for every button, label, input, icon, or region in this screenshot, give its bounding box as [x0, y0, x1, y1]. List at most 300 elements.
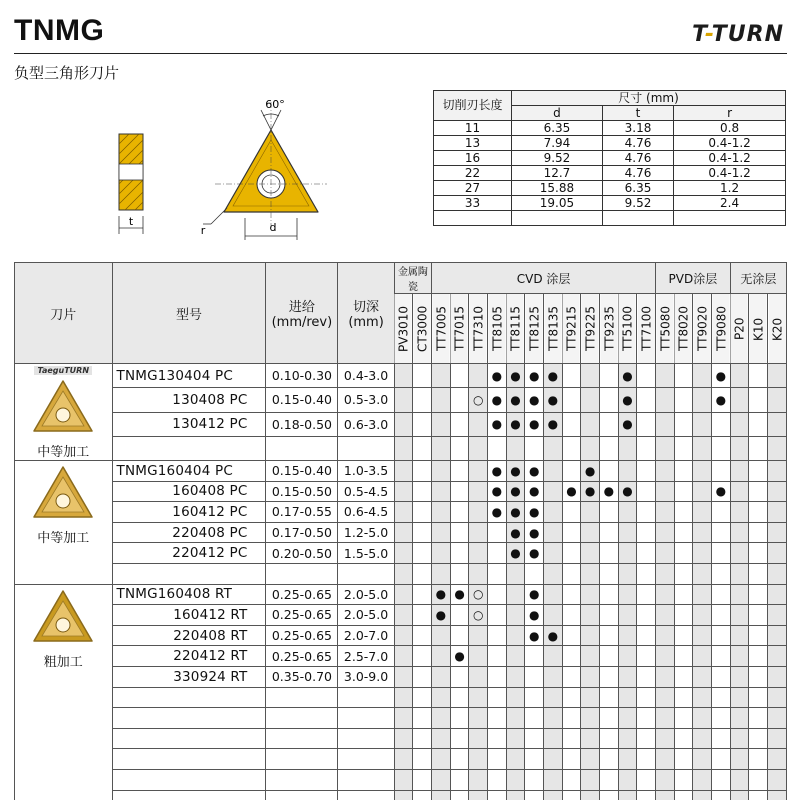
grade-cell — [693, 708, 712, 729]
availability-dot: ● — [450, 646, 469, 667]
availability-dot: ● — [506, 481, 525, 502]
grade-cell — [656, 502, 675, 523]
table-row — [15, 461, 787, 482]
grade-cell — [749, 708, 768, 729]
grade-cell — [693, 364, 712, 388]
feed-cell — [266, 769, 338, 790]
dims-r: 0.4-1.2 — [674, 166, 786, 181]
grade-cell — [562, 605, 581, 626]
grade-cell — [637, 436, 656, 460]
grade-cell — [581, 584, 600, 605]
grade-cell — [469, 769, 488, 790]
grade-cell — [674, 502, 693, 523]
dims-edge-length: 11 — [434, 121, 512, 136]
depth-cell — [338, 436, 394, 460]
availability-dot: ● — [525, 461, 544, 482]
grade-cell — [544, 502, 563, 523]
grade-cell — [618, 522, 637, 543]
grade-cell — [730, 563, 749, 584]
grade-cell — [394, 749, 413, 770]
grade-cell — [749, 502, 768, 523]
grade-cell — [637, 543, 656, 564]
dims-blank-cell — [512, 211, 603, 226]
grade-cell — [618, 646, 637, 667]
table-row — [15, 364, 787, 388]
grade-cell — [674, 543, 693, 564]
grade-cell — [450, 563, 469, 584]
grade-cell — [562, 436, 581, 460]
grade-cell — [506, 436, 525, 460]
grade-cell — [768, 364, 787, 388]
grade-cell — [488, 769, 507, 790]
grade-cell — [488, 605, 507, 626]
grade-cell — [637, 769, 656, 790]
grade-cell — [394, 790, 413, 800]
grade-cell — [656, 625, 675, 646]
dims-edge-length: 22 — [434, 166, 512, 181]
grade-cell — [674, 584, 693, 605]
availability-dot: ● — [525, 584, 544, 605]
grade-cell — [413, 412, 432, 436]
depth-cell: 0.4-3.0 — [338, 364, 394, 388]
feed-cell: 0.20-0.50 — [266, 543, 338, 564]
grade-cell — [693, 666, 712, 687]
grade-cell — [450, 436, 469, 460]
grade-cell — [581, 790, 600, 800]
grade-cell — [712, 646, 731, 667]
grade-cell — [600, 687, 619, 708]
grade-cell — [413, 502, 432, 523]
grade-cell — [674, 436, 693, 460]
grade-cell — [544, 666, 563, 687]
grade-cell — [413, 481, 432, 502]
availability-dot: ● — [618, 481, 637, 502]
grade-cell — [712, 625, 731, 646]
grade-cell — [506, 749, 525, 770]
grade-cell — [618, 502, 637, 523]
grade-cell — [693, 790, 712, 800]
availability-dot: ● — [525, 522, 544, 543]
availability-dot: ● — [488, 412, 507, 436]
model-cell — [112, 769, 266, 790]
grade-cell — [674, 646, 693, 667]
table-row-blank — [15, 749, 787, 770]
grade-cell — [693, 605, 712, 626]
depth-cell: 1.0-3.5 — [338, 461, 394, 482]
model-cell: 130408 PC — [112, 388, 266, 412]
availability-dot: ● — [432, 584, 451, 605]
grade-cell — [432, 364, 451, 388]
dims-blank-cell — [434, 211, 512, 226]
grade-cell — [581, 522, 600, 543]
availability-dot: ● — [581, 481, 600, 502]
depth-cell: 0.6-3.0 — [338, 412, 394, 436]
availability-dot: ● — [488, 481, 507, 502]
feed-cell — [266, 436, 338, 460]
dims-row — [434, 166, 786, 181]
grade-header: CT3000 — [413, 294, 432, 364]
grade-cell — [656, 543, 675, 564]
grade-cell — [469, 543, 488, 564]
grade-cell — [432, 687, 451, 708]
availability-dot: ● — [525, 625, 544, 646]
grade-cell — [637, 728, 656, 749]
grade-cell — [674, 666, 693, 687]
grade-cell — [712, 687, 731, 708]
grade-cell — [712, 666, 731, 687]
grade-cell — [768, 790, 787, 800]
availability-dot: ● — [544, 364, 563, 388]
dims-edge-length: 27 — [434, 181, 512, 196]
feed-cell: 0.25-0.65 — [266, 625, 338, 646]
header-feed-unit: (mm/rev) — [271, 315, 333, 330]
grade-cell — [637, 584, 656, 605]
page-title: TNMG — [14, 14, 105, 47]
dims-header-t: t — [602, 106, 673, 121]
grade-cell — [450, 769, 469, 790]
dims-r: 0.4-1.2 — [674, 151, 786, 166]
availability-dot: ● — [544, 412, 563, 436]
grade-cell — [712, 728, 731, 749]
grade-cell — [712, 502, 731, 523]
grade-cell — [749, 388, 768, 412]
grade-cell — [730, 687, 749, 708]
grade-cell — [674, 412, 693, 436]
grade-cell — [432, 625, 451, 646]
model-cell: 160408 PC — [112, 481, 266, 502]
grade-cell — [749, 687, 768, 708]
dims-t: 9.52 — [602, 196, 673, 211]
grade-cell — [656, 388, 675, 412]
depth-cell: 2.5-7.0 — [338, 646, 394, 667]
grade-cell — [506, 563, 525, 584]
grade-cell — [749, 646, 768, 667]
grade-cell — [506, 769, 525, 790]
availability-dot: ● — [506, 388, 525, 412]
grade-cell — [488, 563, 507, 584]
grade-cell — [562, 502, 581, 523]
grade-cell — [469, 666, 488, 687]
grade-cell — [712, 461, 731, 482]
grade-cell — [600, 522, 619, 543]
label-r: r — [200, 224, 206, 237]
grade-cell — [450, 388, 469, 412]
dims-t: 6.35 — [602, 181, 673, 196]
grade-cell — [656, 708, 675, 729]
grade-cell — [618, 666, 637, 687]
model-cell — [112, 436, 266, 460]
grade-header: TT8105 — [488, 294, 507, 364]
grade-cell — [413, 388, 432, 412]
label-angle: 60° — [265, 98, 285, 111]
grade-cell — [637, 790, 656, 800]
grade-cell — [394, 708, 413, 729]
grade-cell — [618, 728, 637, 749]
grade-cell — [506, 605, 525, 626]
feed-cell: 0.35-0.70 — [266, 666, 338, 687]
grade-cell — [656, 412, 675, 436]
grade-cell — [656, 749, 675, 770]
grade-cell — [581, 543, 600, 564]
grade-cell — [693, 388, 712, 412]
grade-cell — [637, 388, 656, 412]
grade-cell — [618, 687, 637, 708]
grade-cell — [600, 708, 619, 729]
grade-cell — [749, 584, 768, 605]
grade-cell — [637, 646, 656, 667]
grade-cell — [544, 563, 563, 584]
grade-cell — [618, 461, 637, 482]
availability-dot: ● — [544, 625, 563, 646]
feed-cell — [266, 728, 338, 749]
grade-cell — [394, 388, 413, 412]
feed-cell: 0.25-0.65 — [266, 646, 338, 667]
grade-cell — [450, 687, 469, 708]
header-group-uncoated: 无涂层 — [730, 263, 786, 294]
grade-cell — [600, 436, 619, 460]
grade-cell — [525, 563, 544, 584]
dims-d: 9.52 — [512, 151, 603, 166]
grade-cell — [618, 584, 637, 605]
grade-cell — [637, 364, 656, 388]
table-row-blank — [15, 769, 787, 790]
grade-cell — [618, 436, 637, 460]
grade-cell — [656, 769, 675, 790]
grade-header: TT7310 — [469, 294, 488, 364]
dims-row — [434, 136, 786, 151]
grade-cell — [562, 543, 581, 564]
grade-cell — [768, 708, 787, 729]
grade-cell — [488, 625, 507, 646]
availability-dot: ● — [488, 388, 507, 412]
availability-dot: ● — [506, 502, 525, 523]
dims-d: 12.7 — [512, 166, 603, 181]
grade-cell — [749, 522, 768, 543]
model-cell: 220408 RT — [112, 625, 266, 646]
grade-cell — [525, 769, 544, 790]
grade-cell — [581, 769, 600, 790]
grade-header: TT7100 — [637, 294, 656, 364]
grade-cell — [637, 502, 656, 523]
dims-row — [434, 121, 786, 136]
grade-cell — [730, 481, 749, 502]
table-row-blank — [15, 436, 787, 460]
grade-cell — [693, 646, 712, 667]
availability-circle: ○ — [469, 605, 488, 626]
feed-cell: 0.25-0.65 — [266, 584, 338, 605]
header-feed-label: 进给 — [288, 300, 315, 315]
grade-cell — [618, 708, 637, 729]
grade-cell — [544, 646, 563, 667]
grade-cell — [581, 364, 600, 388]
grade-cell — [450, 708, 469, 729]
grade-cell — [749, 728, 768, 749]
dims-t: 3.18 — [602, 121, 673, 136]
feed-cell — [266, 749, 338, 770]
model-cell — [112, 728, 266, 749]
grade-cell — [674, 790, 693, 800]
table-row — [15, 605, 787, 626]
grade-cell — [730, 543, 749, 564]
grades-table — [14, 262, 787, 800]
grade-header: TT5100 — [618, 294, 637, 364]
grade-cell — [712, 790, 731, 800]
table-row-blank — [15, 708, 787, 729]
grade-cell — [637, 563, 656, 584]
grade-cell — [730, 605, 749, 626]
grade-cell — [581, 502, 600, 523]
table-row-blank — [15, 687, 787, 708]
grade-cell — [749, 625, 768, 646]
model-cell: 160412 RT — [112, 605, 266, 626]
grade-cell — [730, 666, 749, 687]
grade-cell — [562, 364, 581, 388]
dims-d: 6.35 — [512, 121, 603, 136]
grade-cell — [562, 584, 581, 605]
grade-cell — [469, 708, 488, 729]
dims-edge-length: 16 — [434, 151, 512, 166]
depth-cell: 2.0-5.0 — [338, 605, 394, 626]
grade-cell — [432, 769, 451, 790]
grade-cell — [656, 364, 675, 388]
grade-cell — [656, 790, 675, 800]
grade-cell — [581, 605, 600, 626]
grade-cell — [618, 605, 637, 626]
grade-cell — [450, 728, 469, 749]
grade-cell — [600, 412, 619, 436]
grade-cell — [488, 436, 507, 460]
grade-cell — [432, 522, 451, 543]
grade-cell — [712, 563, 731, 584]
grade-cell — [730, 522, 749, 543]
header-insert: 刀片 — [15, 263, 113, 364]
grade-cell — [674, 625, 693, 646]
availability-dot: ● — [506, 461, 525, 482]
grade-cell — [544, 543, 563, 564]
grade-cell — [693, 502, 712, 523]
grade-cell — [581, 563, 600, 584]
grade-cell — [674, 769, 693, 790]
grade-cell — [693, 584, 712, 605]
grade-cell — [637, 625, 656, 646]
grade-cell — [656, 687, 675, 708]
grade-header: TT9235 — [600, 294, 619, 364]
table-row — [15, 388, 787, 412]
dims-edge-length: 13 — [434, 136, 512, 151]
insert-top-view — [201, 98, 327, 240]
insert-image-cell — [15, 584, 113, 800]
grade-cell — [730, 790, 749, 800]
grade-cell — [469, 522, 488, 543]
depth-cell — [338, 769, 394, 790]
grade-cell — [730, 769, 749, 790]
grade-cell — [488, 543, 507, 564]
insert-technical-drawing — [95, 88, 355, 258]
grade-cell — [432, 563, 451, 584]
grade-cell — [656, 461, 675, 482]
grade-cell — [600, 728, 619, 749]
grade-cell — [394, 625, 413, 646]
grade-cell — [749, 790, 768, 800]
dims-row — [434, 151, 786, 166]
grade-cell — [656, 436, 675, 460]
grade-cell — [749, 563, 768, 584]
grade-cell — [432, 728, 451, 749]
grade-cell — [618, 543, 637, 564]
grade-cell — [413, 522, 432, 543]
availability-dot: ● — [562, 481, 581, 502]
availability-dot: ● — [506, 543, 525, 564]
dims-t: 4.76 — [602, 136, 673, 151]
grade-cell — [525, 728, 544, 749]
dims-blank-cell — [674, 211, 786, 226]
grade-cell — [768, 563, 787, 584]
depth-cell — [338, 749, 394, 770]
header-depth — [338, 263, 394, 364]
grade-cell — [562, 625, 581, 646]
depth-cell — [338, 728, 394, 749]
header-group-cermet: 金属陶瓷 — [394, 263, 431, 294]
grade-cell — [674, 481, 693, 502]
grade-cell — [450, 481, 469, 502]
grade-cell — [450, 790, 469, 800]
grade-cell — [581, 687, 600, 708]
grade-cell — [450, 412, 469, 436]
grade-cell — [506, 666, 525, 687]
availability-dot: ● — [450, 584, 469, 605]
availability-dot: ● — [525, 481, 544, 502]
table-row-blank — [15, 563, 787, 584]
availability-dot: ● — [712, 364, 731, 388]
dims-edge-length: 33 — [434, 196, 512, 211]
grade-cell — [544, 605, 563, 626]
grade-cell — [413, 687, 432, 708]
grade-cell — [674, 364, 693, 388]
availability-dot: ● — [525, 412, 544, 436]
dims-header-d: d — [512, 106, 603, 121]
grade-cell — [656, 563, 675, 584]
grade-cell — [674, 708, 693, 729]
grade-cell — [394, 502, 413, 523]
grade-cell — [450, 605, 469, 626]
grade-cell — [693, 749, 712, 770]
grade-cell — [656, 666, 675, 687]
grade-cell — [506, 790, 525, 800]
dims-d: 19.05 — [512, 196, 603, 211]
page-subtitle: 负型三角形刀片 — [14, 64, 120, 82]
feed-cell: 0.15-0.40 — [266, 388, 338, 412]
availability-dot: ● — [488, 364, 507, 388]
dims-header-r: r — [674, 106, 786, 121]
grade-cell — [413, 436, 432, 460]
insert-operation-label: 中等加工 — [37, 445, 90, 460]
grade-cell — [432, 502, 451, 523]
table-row — [15, 481, 787, 502]
grade-cell — [544, 687, 563, 708]
grade-cell — [562, 412, 581, 436]
depth-cell — [338, 687, 394, 708]
grade-cell — [450, 543, 469, 564]
grade-cell — [544, 584, 563, 605]
grade-cell — [674, 728, 693, 749]
grade-cell — [693, 412, 712, 436]
dims-blank-cell — [602, 211, 673, 226]
grade-cell — [637, 412, 656, 436]
grade-cell — [656, 728, 675, 749]
grade-cell — [562, 790, 581, 800]
dims-header-edge-length: 切削刃长度 — [434, 91, 512, 121]
grade-cell — [600, 502, 619, 523]
